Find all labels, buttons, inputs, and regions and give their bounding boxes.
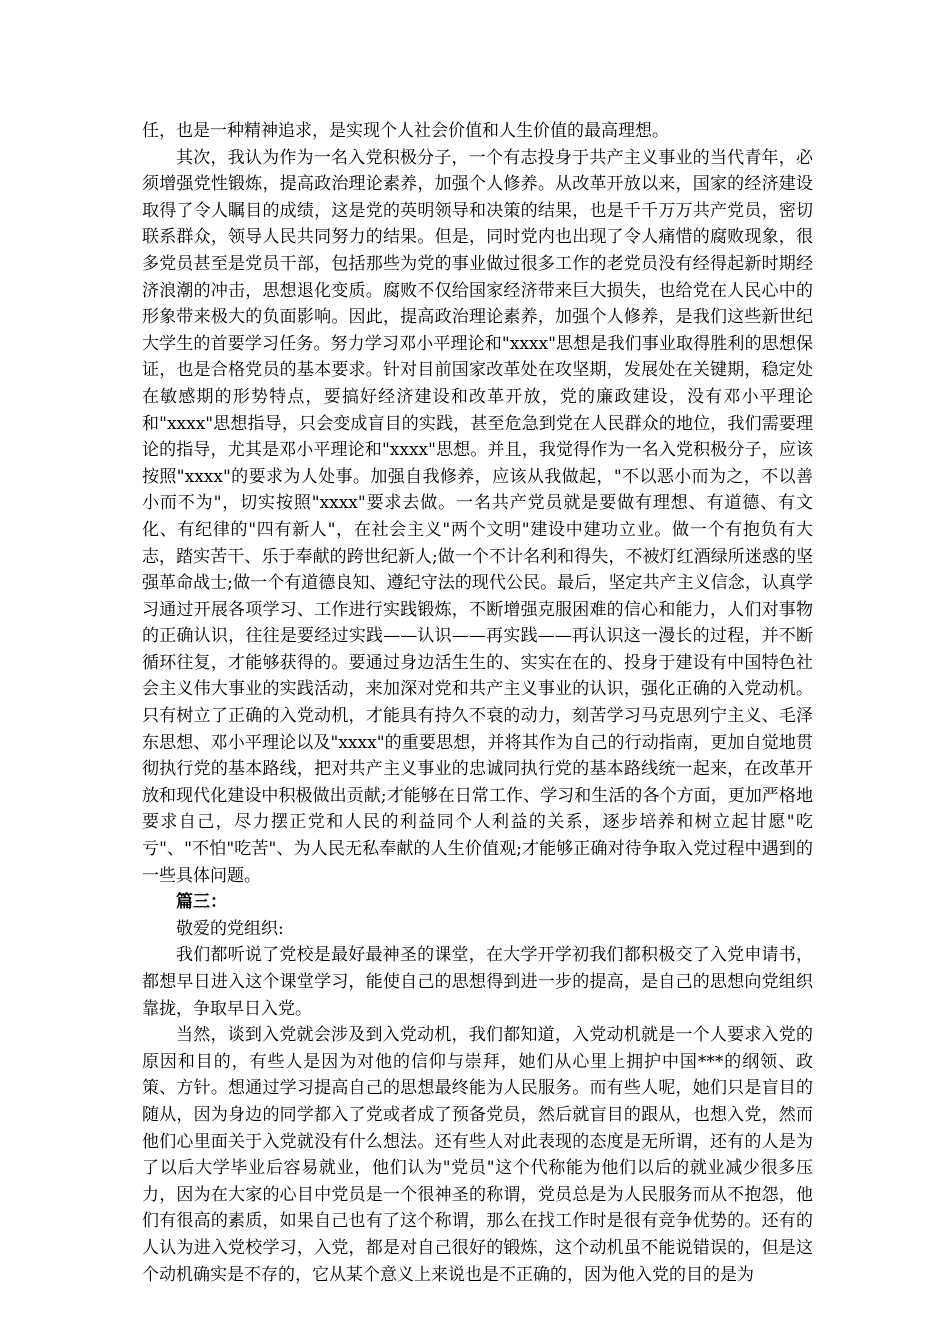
letter-salutation: 敬爱的党组织: [176,918,284,939]
document-page [142,118,813,1288]
section-heading: 篇三： [176,892,227,913]
paragraph-continuation: 任，也是一种精神追求，是实现个人社会价值和人生价值的最高理想。 [142,121,669,141]
paragraph-body: 当然，谈到入党就会涉及到入党动机，我们都知道，入党动机就是一个人要求入党的原因和目的，有些人是因为对他的信仰与崇拜，她们从心里上拥护中国***的纲领、政策、方针。想通过学习提高自己的思想最终能为人民服务。而有些人呢，她们只是盲目的随从，因为身边的同学都入了党或者成了预备党员，然后就盲目的跟从，也想入党，然而他们心里面关于入党就没有什么想法。还有些人对此表现的态度是无所谓，还有的人是为了以后大学毕业后容易就业，他们认为"党员"这个代称能为他们以后的就业减少很多压力，因为在大家的心目中党员是一个很神圣的称谓，党员总是为人民服务而从不抱怨，他们有很高的素质，如果自己也有了这个称谓，那么在找工作时是很有竞争优势的。还有的人认为进入党校学习，入党，都是对自己很好的锻炼，这个动机虽不能说错误的，但是这个动机确实是不存的，它从某个意义上来说也是不正确的，因为他入党的目的是为 [142,1025,813,1285]
paragraph-body: 我们都听说了党校是最好最神圣的课堂，在大学开学初我们都积极交了入党申请书，都想早日进入这个课堂学习，能使自己的思想得到进一步的提高，是自己的思想向党组织靠拢，争取早日入党。 [142,945,813,1019]
paragraph-body: 其次，我认为作为一名入党积极分子，一个有志投身于共产主义事业的当代青年，必须增强党性锻炼，提高政治理论素养，加强个人修养。从改革开放以来，国家的经济建设取得了令人瞩目的成绩，这是党的英明领导和决策的结果，也是千千万万共产党员，密切联系群众，领导人民共同努力的结果。但是，同时党内也出现了令人痛惜的腐败现象，很多党员甚至是党员干部，包括那些为党的事业做过很多工作的老党员没有经得起新时期经济浪潮的冲击，思想退化变质。腐败不仅给国家经济带来巨大损失，也给党在人民心中的形象带来极大的负面影响。因此，提高政治理论素养，加强个人修养，是我们这些新世纪大学生的首要学习任务。努力学习邓小平理论和"xxxx"思想是我们事业取得胜利的思想保证，也是合格党员的基本要求。针对目前国家改革处在攻坚期，发展处在关键期，稳定处在敏感期的形势特点，要搞好经济建设和改革开放，党的廉政建设，没有邓小平理论和"xxxx"思想指导，只会变成盲目的实践，甚至危急到党在人民群众的地位，我们需要理论的指导，尤其是邓小平理论和"xxxx"思想。并且，我觉得作为一名入党积极分子，应该按照"xxxx"的要求为人处事。加强自我修养，应该从我做起，"不以恶小而为之，不以善小而不为"，切实按照"xxxx"要求去做。一名共产党员就是要做有理想、有道德、有文化、有纪律的"四有新人"，在社会主义"两个文明"建设中建功立业。做一个有抱负有大志，踏实苦干、乐于奉献的跨世纪新人;做一个不计名利和得失，不被灯红酒绿所迷惑的坚强革命战士;做一个有道德良知、遵纪守法的现代公民。最后，坚定共产主义信念，认真学习通过开展各项学习、工作进行实践锻炼，不断增强克服困难的信心和能力，人们对事物的正确认识，往往是要经过实践——认识——再实践——再认识这一漫长的过程，并不断循环往复，才能够获得的。要通过身边活生生的、实实在在的、投身于建设有中国特色社会主义伟大事业的实践活动，来加深对党和共产主义事业的认识，强化正确的入党动机。只有树立了正确的入党动机，才能具有持久不衰的动力，刻苦学习马克思列宁主义、毛泽东思想、邓小平理论以及"xxxx"的重要思想，并将其作为自己的行动指南，更加自觉地贯彻执行党的基本路线，把对共产主义事业的忠诚同执行党的基本路线统一起来，在改革开放和现代化建设中积极做出贡献;才能够在日常工作、学习和生活的各个方面，更加严格地要求自己，尽力摆正党和人民的利益同个人利益的关系，逐步培养和树立起甘愿"吃亏"、"不怕"吃苦"、为人民无私奉献的人生价值观;才能够正确对待争取入党过程中遇到的一些具体问题。 [142,147,813,886]
